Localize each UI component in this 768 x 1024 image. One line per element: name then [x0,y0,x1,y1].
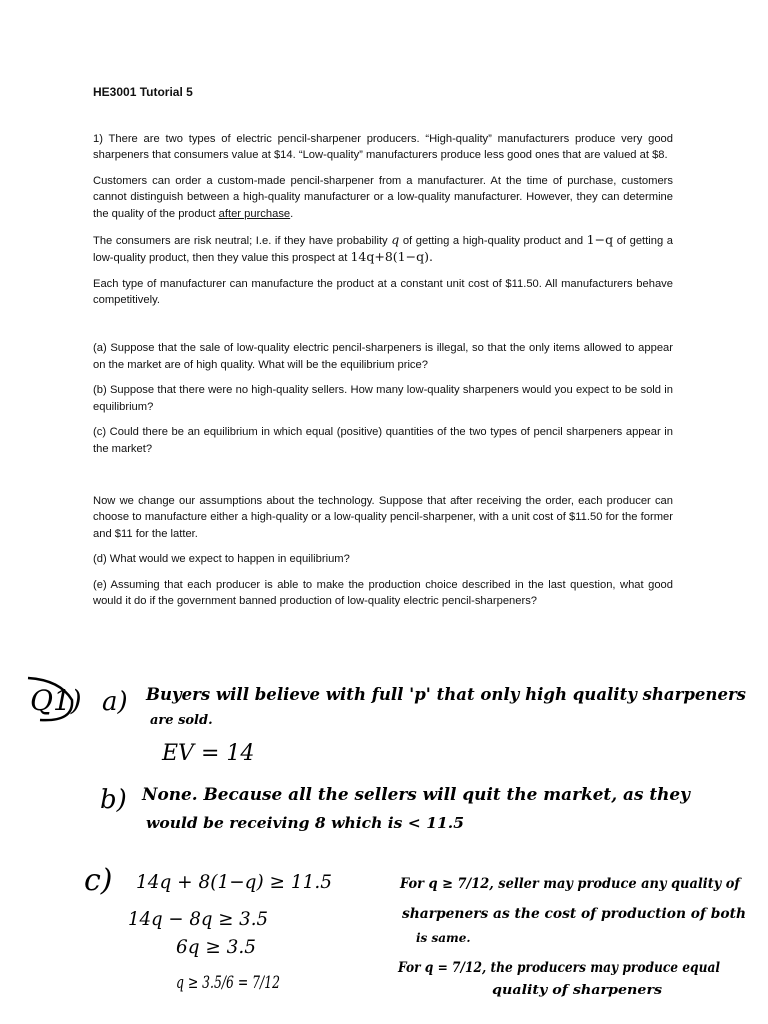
hw-q1-label: Q1) [30,684,82,717]
hw-c-eq1: 14q + 8(1−q) ≥ 11.5 [136,871,332,893]
hw-c-reason1: For q ≥ 7/12, seller may produce any quality of [399,876,743,892]
math-q: q [391,231,400,247]
hw-c-reason5: quality of sharpeners [492,983,663,998]
purchase-text: Customers can order a custom-made pencil-sharpener from a manufacturer. At the time of purchase, customers cannot distinguish between a high-quality manufacturer or a low-quality manufacturer. However, they can determine the quality of the product [93,174,673,220]
risk-text-1: The consumers are risk neutral; I.e. if they have probability [93,234,392,247]
question-1-risk-paragraph [93,232,673,267]
question-part-b: (b) Suppose that there were no high-quality sellers. How many low-quality sharpeners would you expect to be sold in equilibrium? [93,384,673,413]
question-part-c: (c) Could there be an equilibrium in which equal (positive) quantities of the two types of pencil sharpeners appear in the market? [93,426,673,455]
hw-c-eq2: 14q − 8q ≥ 3.5 [128,908,268,930]
hw-c-reason2: sharpeners as the cost of production of both [402,906,746,922]
question-part-e: (e) Assuming that each producer is able to make the production choice described in the last question, what good would it do if the government banned production of low-quality electric pencil-sharpeners? [93,578,673,608]
hw-c-eq4: q ≥ 3.5/6 = 7/12 [176,973,280,993]
hw-c-reason4: For q = 7/12, the producers may produce equal [397,960,720,976]
hw-a-line1: Buyers will believe with full 'p' that only high quality sharpeners [145,685,747,705]
math-expected-value: 14q+8(1−q). [350,249,433,265]
tutorial-document [93,84,673,619]
hw-b-line2: would be receiving 8 which is < 11.5 [146,814,464,832]
hw-a-ev: EV = 14 [162,741,255,766]
risk-text-3: of getting a low-quality product, then they value this prospect at [93,234,673,265]
after-purchase-underlined: after purchase [218,207,291,220]
document-title: HE3001 Tutorial 5 [93,85,193,99]
hw-a-label: a) [102,687,128,717]
hw-b-line1: None. Because all the sellers will quit the market, as they [141,785,692,805]
question-part-a: (a) Suppose that the sale of low-quality electric pencil-sharpeners is illegal, so that the only items allowed to appear on the market are of high quality. What will be the equilibrium price? [93,341,673,371]
hw-c-label: c) [84,863,113,898]
technology-paragraph: Now we change our assumptions about the technology. Suppose that after receiving the order, each producer can choose to manufacture either a high-quality or a low-quality pencil-sharpener, with a unit cost of $11.50 for the former and $11 for the latter. [93,494,673,540]
question-1-cost-paragraph: Each type of manufacturer can manufacture the product at a constant unit cost of $11.50. All manufacturers behave competitively. [93,277,673,307]
purchase-text-end: . [290,207,294,220]
question-1-purchase-paragraph [93,173,673,223]
question-1-intro: 1) There are two types of electric pencil-sharpener producers. “High-quality” manufacturers produce very good sharpeners that consumers value at $14. “Low-quality” manufacturers produce less good ones that are valued at $8. [93,132,673,162]
handwritten-answers [0,650,768,1024]
hw-b-label: b) [100,785,127,815]
math-one-minus-q: 1−q [586,231,614,247]
risk-text-2: of getting a high-quality product and [399,234,587,247]
hw-c-reason3: is same. [416,931,471,945]
hw-a-line2: are sold. [150,713,213,728]
question-part-d: (d) What would we expect to happen in equilibrium? [93,553,350,566]
hw-c-eq3: 6q ≥ 3.5 [176,936,256,958]
